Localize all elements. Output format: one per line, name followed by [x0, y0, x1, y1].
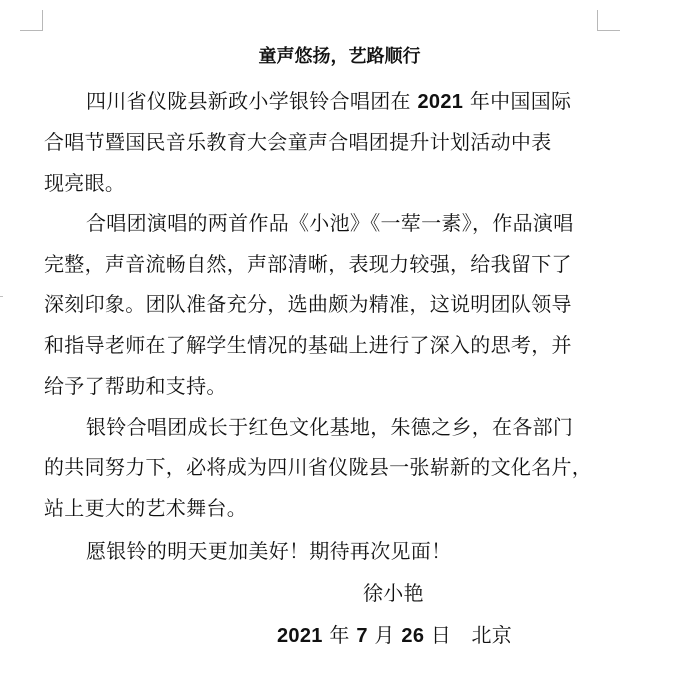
date-day-unit-and-place: 日 北京: [424, 623, 513, 647]
signature-date: [277, 621, 512, 650]
signature: 徐小艳: [363, 581, 424, 605]
date-month-unit: 月: [367, 623, 402, 647]
paragraph-3-line-2: 的共同努力下，必将成为四川省仪陇县一张崭新的文化名片，: [44, 455, 593, 479]
paragraph-3-line-1: 银铃合唱团成长于红色文化基地，朱德之乡，在各部门: [86, 415, 574, 439]
date-year-unit: 年: [322, 623, 357, 647]
year-number: 2021: [417, 91, 464, 113]
paragraph-4-line-1: 愿银铃的明天更加美好！期待再次见面！: [86, 539, 452, 563]
paragraph-2-line-4: 和指导老师在了解学生情况的基础上进行了深入的思考，并: [44, 333, 572, 357]
paragraph-2-line-1: 合唱团演唱的两首作品《小池》《一荤一素》，作品演唱: [86, 211, 574, 235]
text-run: 年中国国际: [463, 89, 572, 113]
paragraph-1-line-3: 现亮眼。: [44, 171, 126, 195]
crop-mark-top-right: [597, 10, 620, 31]
document-title: 童声悠扬，艺路顺行: [258, 46, 421, 67]
crop-mark-top-left: [20, 10, 43, 31]
paragraph-3-line-3: 站上更大的艺术舞台。: [44, 496, 247, 520]
text-run: 四川省仪陇县新政小学银铃合唱团在: [86, 89, 418, 113]
date-day: 26: [401, 625, 425, 647]
date-month: 7: [356, 625, 368, 647]
paragraph-2-line-2: 完整，声音流畅自然，声部清晰，表现力较强，给我留下了: [44, 252, 572, 276]
margin-tick: [0, 296, 3, 297]
paragraph-2-line-3: 深刻印象。团队准备充分，选曲颇为精准，这说明团队领导: [44, 292, 572, 316]
date-year: 2021: [277, 625, 323, 647]
paragraph-1-line-1: [86, 87, 571, 116]
paragraph-2-line-5: 给予了帮助和支持。: [44, 374, 227, 398]
paragraph-1-line-2: 合唱节暨国民音乐教育大会童声合唱团提升计划活动中表: [44, 130, 552, 154]
